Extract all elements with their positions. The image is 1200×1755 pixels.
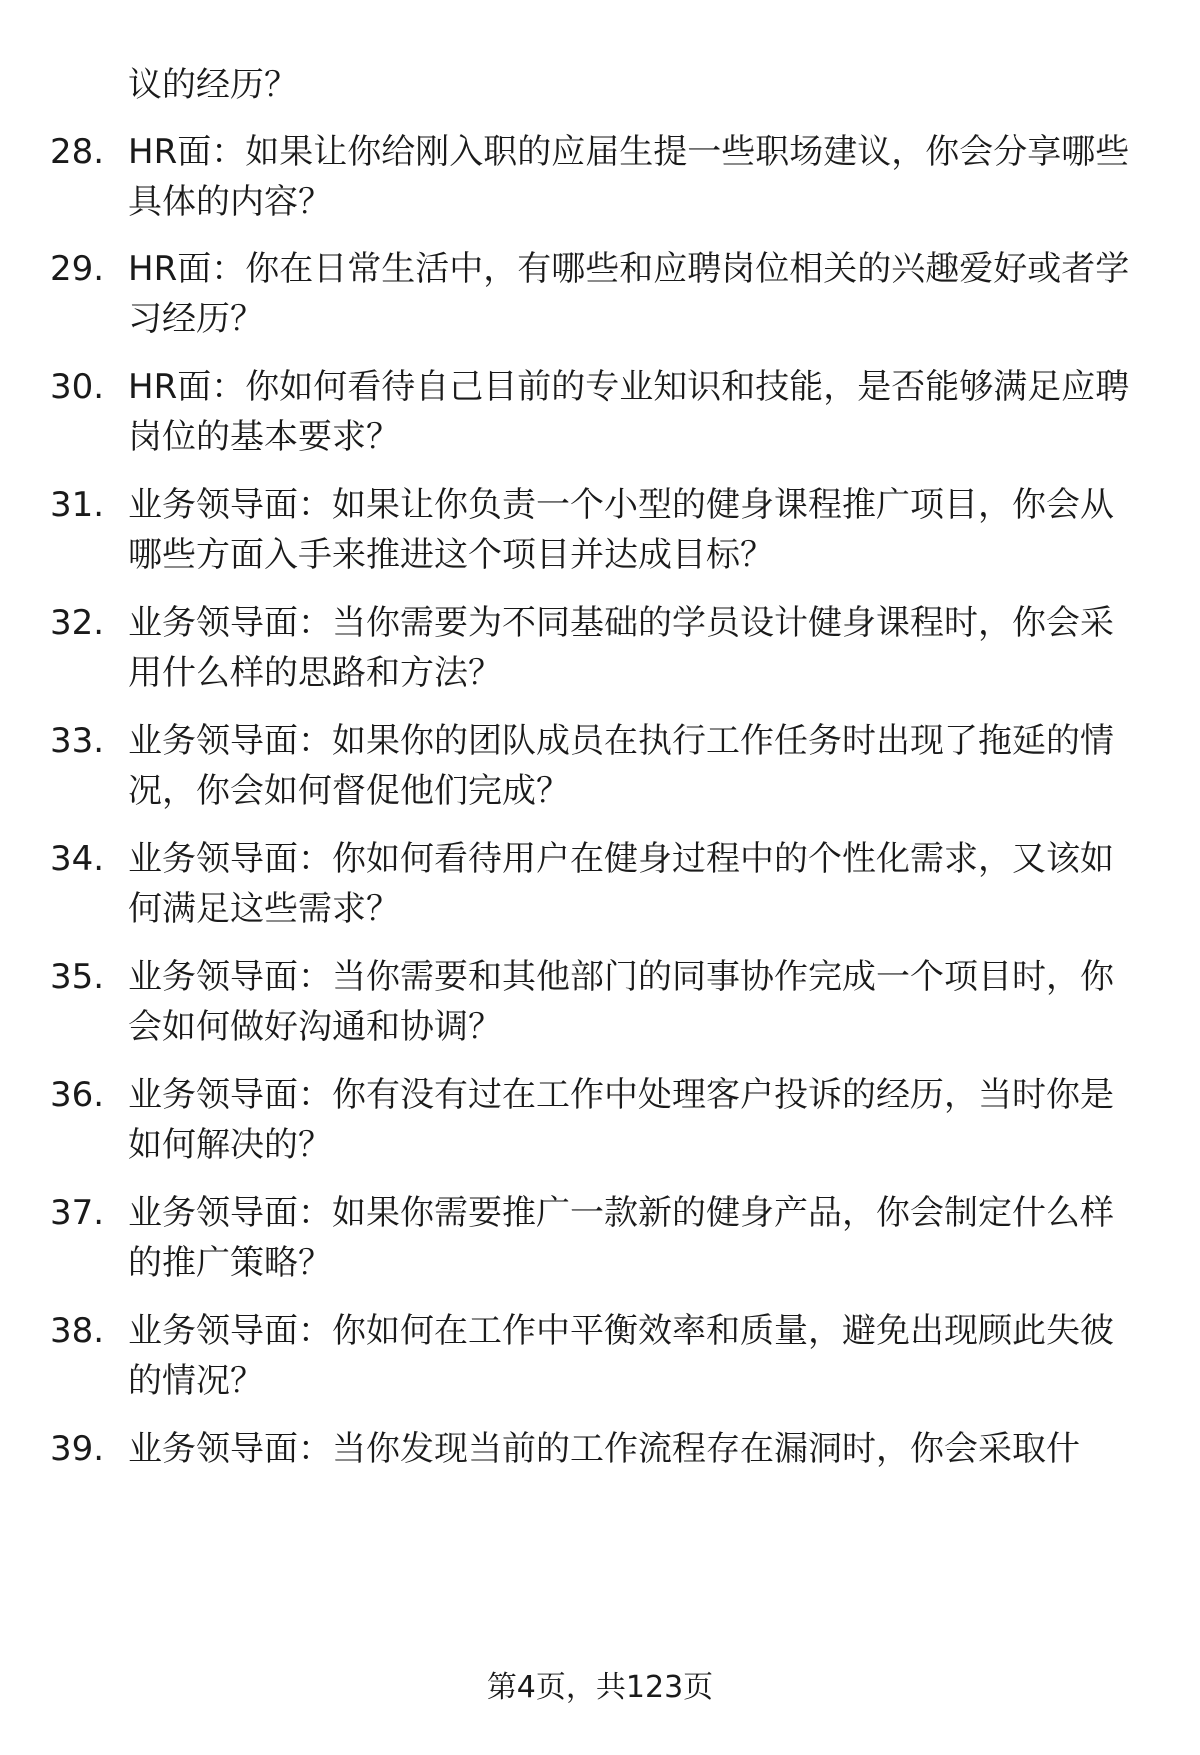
question-text: 业务领导面：如果你的团队成员在执行工作任务时出现了拖延的情况，你会如何督促他们完成？ — [128, 721, 1114, 811]
question-number: 39. — [50, 1429, 105, 1469]
question-item — [50, 716, 1150, 816]
question-text: 业务领导面：你有没有过在工作中处理客户投诉的经历，当时你是如何解决的？ — [128, 1075, 1114, 1165]
question-number: 30. — [50, 367, 105, 407]
question-item — [50, 952, 1150, 1052]
question-number: 38. — [50, 1311, 105, 1351]
question-item — [50, 1070, 1150, 1170]
question-text: 业务领导面：当你发现当前的工作流程存在漏洞时，你会采取什 — [128, 1429, 1080, 1469]
question-number: 34. — [50, 839, 105, 879]
question-item — [50, 834, 1150, 934]
question-item — [50, 598, 1150, 698]
question-text: HR面：如果让你给刚入职的应届生提一些职场建议，你会分享哪些具体的内容？ — [128, 132, 1130, 222]
question-text: 业务领导面：当你需要和其他部门的同事协作完成一个项目时，你会如何做好沟通和协调？ — [128, 957, 1114, 1047]
question-number: 31. — [50, 485, 105, 525]
question-number: 37. — [50, 1193, 105, 1233]
question-text: 业务领导面：当你需要为不同基础的学员设计健身课程时，你会采用什么样的思路和方法？ — [128, 603, 1114, 693]
question-item — [50, 127, 1150, 227]
question-text: 业务领导面：你如何在工作中平衡效率和质量，避免出现顾此失彼的情况？ — [128, 1311, 1114, 1401]
question-item — [50, 480, 1150, 580]
question-number: 35. — [50, 957, 105, 997]
question-item — [50, 1424, 1150, 1474]
question-text: HR面：你如何看待自己目前的专业知识和技能，是否能够满足应聘岗位的基本要求？ — [128, 367, 1130, 457]
question-text: 业务领导面：你如何看待用户在健身过程中的个性化需求，又该如何满足这些需求？ — [128, 839, 1114, 929]
question-text: HR面：你在日常生活中，有哪些和应聘岗位相关的兴趣爱好或者学习经历？ — [128, 249, 1130, 339]
question-text: 业务领导面：如果你需要推广一款新的健身产品，你会制定什么样的推广策略？ — [128, 1193, 1114, 1283]
question-number: 29. — [50, 249, 105, 289]
question-number: 33. — [50, 721, 105, 761]
question-item — [50, 362, 1150, 462]
question-item — [50, 244, 1150, 344]
question-number: 36. — [50, 1075, 105, 1115]
continued-text: 议的经历？ — [128, 65, 298, 105]
page-footer: 第4页，共123页 — [486, 1670, 714, 1705]
question-item — [50, 1188, 1150, 1288]
question-text: 业务领导面：如果让你负责一个小型的健身课程推广项目，你会从哪些方面入手来推进这个项目并达成目标？ — [128, 485, 1114, 575]
question-number: 28. — [50, 132, 105, 172]
question-number: 32. — [50, 603, 105, 643]
question-item — [50, 1306, 1150, 1406]
